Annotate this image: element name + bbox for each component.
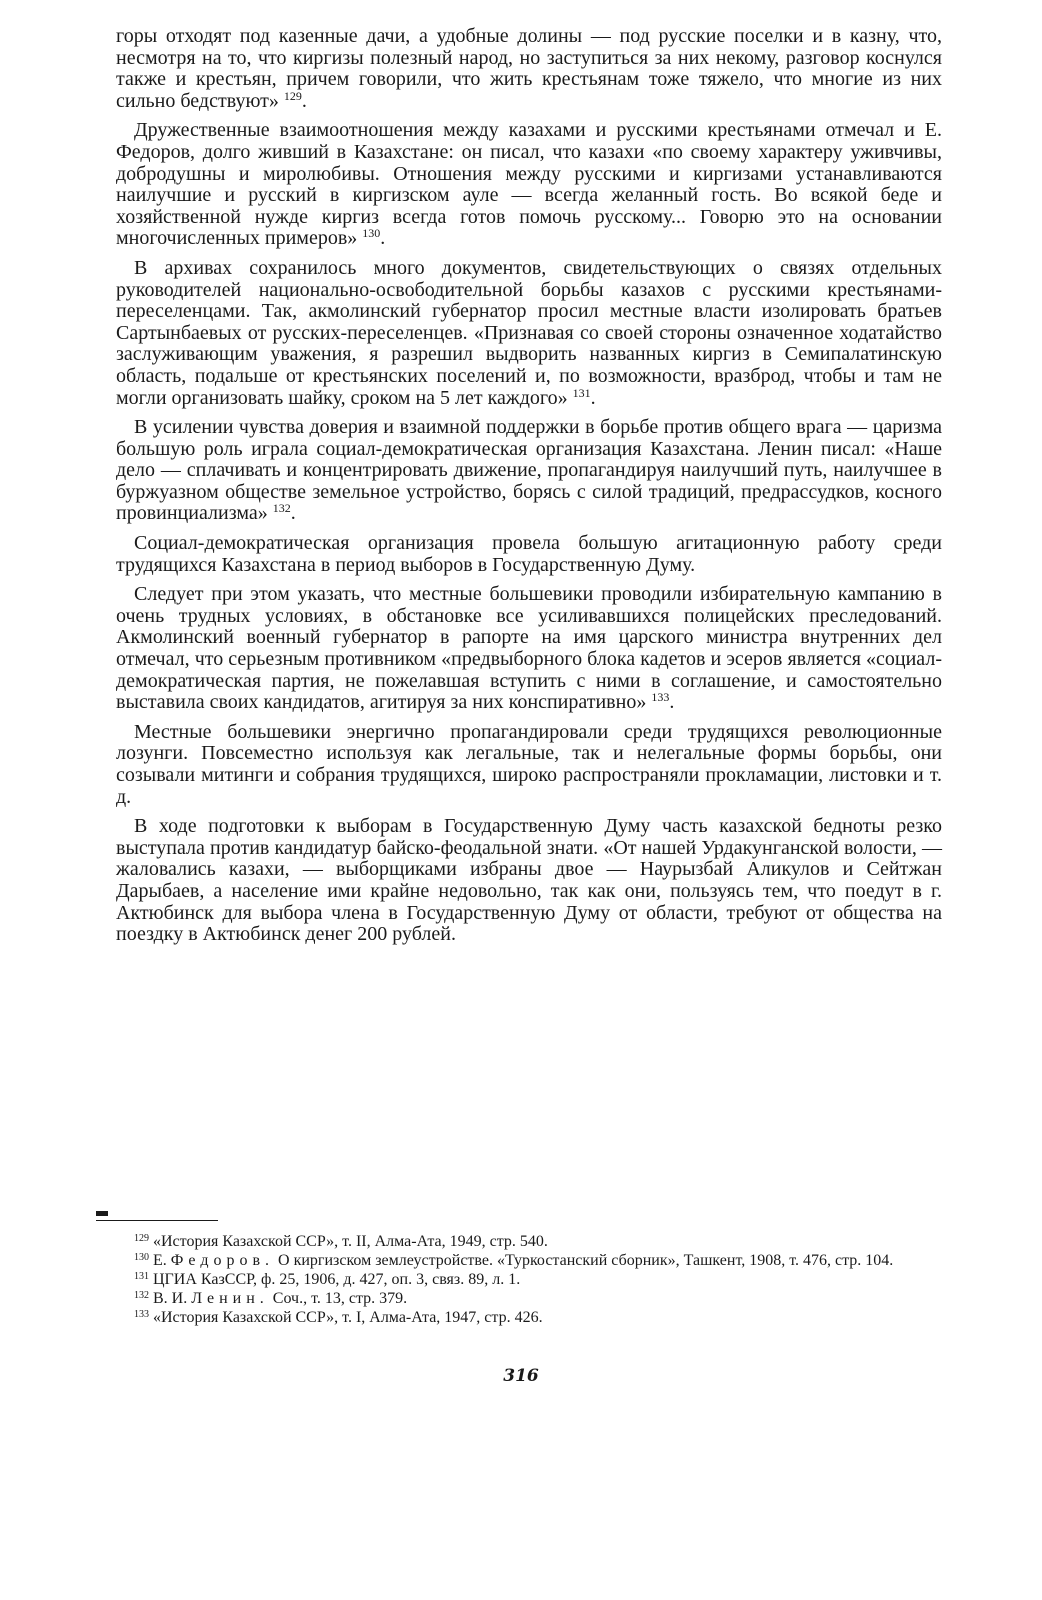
footnote-number: 132: [134, 1290, 149, 1301]
footnote-author-name: Ленин.: [191, 1290, 269, 1307]
footnote-133: [116, 1308, 948, 1327]
main-text: [116, 26, 942, 954]
footnote-131: [116, 1270, 948, 1289]
footnote-number: 129: [134, 1233, 149, 1244]
paragraph-1: горы отходят под казенные дачи, а удобные долины — под русские поселки и в казну, что, несмотря на то, что киргизы полезный народ, но заступиться за них некому, разговор коснулся также и крестьян, причем говорили, что жить крестьянам тоже тяжело, что многие из них сильно бедствуют» $^{129}$.: [116, 25, 942, 112]
page-number: 316: [503, 1366, 539, 1386]
footnote-ref-129: 129: [283, 88, 302, 103]
footnote-ref-133: 133: [651, 690, 670, 705]
print-mark: [96, 1211, 108, 1216]
paragraph-6: Следует при этом указать, что местные большевики проводили избирательную кампанию в очень трудных условиях, в обстановке все усиливавшихся полицейских преследований. Акмолинский военный губернатор в рапорте на имя царского министра внутренних дел отмечал, что серьезным противником «предвыборного блока кадетов и эсеров является «социал-демократическая партия, не пожелавшая вступить с ними в соглашение, и самостоятельно выставила своих кандидатов, агитируя за них конспиративно» $^{133}$.: [116, 583, 942, 714]
footnote-129: [116, 1232, 948, 1251]
footnote-divider: [96, 1220, 218, 1221]
paragraph-3: В архивах сохранилось много документов, свидетельствующих о связях отдельных руководителей национально-освободительной борьбы казахов с русскими крестьянами-переселенцами. Так, акмолинский губернатор просил местные власти изолировать братьев Сартынбаевых от русских-переселенцев. «Признавая со своей стороны означенное ходатайство заслуживающим уважения, я разрешил выдворить названных киргиз в Семипалатинскую область, подальше от крестьянских поселений и, по возможности, вразброд, чтобы и там не могли организовать шайку, сроком на 5 лет каждого» $^{131}$.: [116, 256, 942, 409]
footnote-author-initial: Е.: [153, 1252, 167, 1269]
paragraph-7-text: Местные большевики энергично пропагандировали среди трудящихся революционные лозунги. Повсеместно используя как легальные, так и нелегальные формы борьбы, они созывали митинги и собрания трудящихся, широко распространяли прокламации, листовки и т. д.: [116, 720, 942, 808]
paragraph-5: [116, 533, 942, 576]
paragraph-8-text: В ходе подготовки к выборам в Государственную Думу часть казахской бедноты резко выступала против кандидатур байско-феодальной знати. «От нашей Урдакунганской волости, — жаловались казахи, — выборщиками избраны двое — Наурызбай Аликулов и Сейтжан Дарыбаев, а население ими крайне недовольно, так как они, пользуясь тем, что поедут в г. Актюбинск для выбора члена в Государственную Думу от области, требуют от общества на поездку в Актюбинск денег 200 рублей.: [116, 815, 942, 946]
footnote-number: 130: [134, 1252, 149, 1263]
footnotes: [116, 1232, 948, 1327]
footnote-132: [116, 1289, 948, 1308]
footnote-text: О киргизском землеустройстве. «Туркостанский сборник», Ташкент, 1908, т. 476, стр. 104.: [278, 1252, 894, 1269]
paragraph-2: Дружественные взаимоотношения между казахами и русскими крестьянами отмечал и Е. Федоров, долго живший в Казахстане: он писал, что казахи «по своему характеру уживчивы, добродушны и миролюбивы. Отношения между русскими и киргизами устанавливаются наилучшие и русский в киргизском ауле — всегда желанный гость. Во всякой беде и хозяйственной нужде киргиз всегда готов помочь русскому... Говорю это на основании многочисленных примеров» $^{130}$.: [116, 119, 942, 250]
footnote-text: ЦГИА КазССР, ф. 25, 1906, д. 427, оп. 3, связ. 89, л. 1.: [153, 1271, 521, 1288]
footnote-text: «История Казахской ССР», т. I, Алма-Ата, 1947, стр. 426.: [153, 1309, 543, 1326]
footnote-130: [116, 1251, 948, 1270]
paragraph-5-text: Социал-демократическая организация провела большую агитационную работу среди трудящихся Казахстана в период выборов в Государственную Думу.: [116, 532, 942, 576]
footnote-number: 133: [134, 1309, 149, 1320]
footnote-author-name: Федоров.: [170, 1252, 275, 1269]
paragraph-4-text: В усилении чувства доверия и взаимной поддержки в борьбе против общего врага — царизма большую роль играла социал-демократическая организация Казахстана. Ленин писал: «Наше дело — сплачивать и концентрировать движение, пропагандируя наилучший путь, наилучшее в буржуазном обществе земельное устройство, борясь с силой традиций, предрассудков, косного провинциализма»: [116, 416, 942, 525]
paragraph-6-text: Следует при этом указать, что местные большевики проводили избирательную кампанию в очень трудных условиях, в обстановке все усиливавшихся полицейских преследований. Акмолинский военный губернатор в рапорте на имя царского министра внутренних дел отмечал, что серьезным противником «предвыборного блока кадетов и эсеров является «социал-демократическая партия, не пожелавшая вступить с ними в соглашение, и самостоятельно выставила своих кандидатов, агитируя за них конспиративно»: [116, 583, 942, 714]
footnote-text: «История Казахской ССР», т. II, Алма-Ата, 1949, стр. 540.: [153, 1233, 548, 1250]
footnote-author-initial: В. И.: [153, 1290, 188, 1307]
footnote-ref-131: 131: [572, 385, 591, 400]
paragraph-7: [116, 722, 942, 808]
paragraph-1-text: горы отходят под казенные дачи, а удобные долины — под русские поселки и в казну, что, несмотря на то, что киргизы полезный народ, но заступиться за них некому, разговор коснулся также и крестьян, причем говорили, что жить крестьянам тоже тяжело, что многие из них сильно бедствуют»: [116, 25, 942, 112]
paragraph-8: [116, 816, 942, 946]
footnote-number: 131: [134, 1271, 149, 1282]
footnote-ref-132: 132: [272, 501, 291, 516]
paragraph-3-text: В архивах сохранилось много документов, свидетельствующих о связях отдельных руководителей национально-освободительной борьбы казахов с русскими крестьянами-переселенцами. Так, акмолинский губернатор просил местные власти изолировать братьев Сартынбаевых от русских-переселенцев. «Признавая со своей стороны означенное ходатайство заслуживающим уважения, я разрешил выдворить названных киргиз в Семипалатинскую область, подальше от крестьянских поселений и, по возможности, вразброд, чтобы и там не могли организовать шайку, сроком на 5 лет каждого»: [116, 256, 942, 409]
footnote-text: Соч., т. 13, стр. 379.: [272, 1290, 408, 1307]
paragraph-4: В усилении чувства доверия и взаимной поддержки в борьбе против общего врага — царизма большую роль играла социал-демократическая организация Казахстана. Ленин писал: «Наше дело — сплачивать и концентрировать движение, пропагандируя наилучший путь, наилучшее в буржуазном обществе земельное устройство, борясь с силой традиций, предрассудков, косного провинциализма» $^{132}$.: [116, 416, 942, 525]
footnote-ref-130: 130: [362, 226, 381, 241]
paragraph-2-text: Дружественные взаимоотношения между казахами и русскими крестьянами отмечал и Е. Федоров, долго живший в Казахстане: он писал, что казахи «по своему характеру уживчивы, добродушны и миролюбивы. Отношения между русскими и киргизами устанавливаются наилучшие и русский в киргизском ауле — всегда желанный гость. Во всякой беде и хозяйственной нужде киргиз всегда готов помочь русскому... Говорю это на основании многочисленных примеров»: [116, 119, 942, 250]
